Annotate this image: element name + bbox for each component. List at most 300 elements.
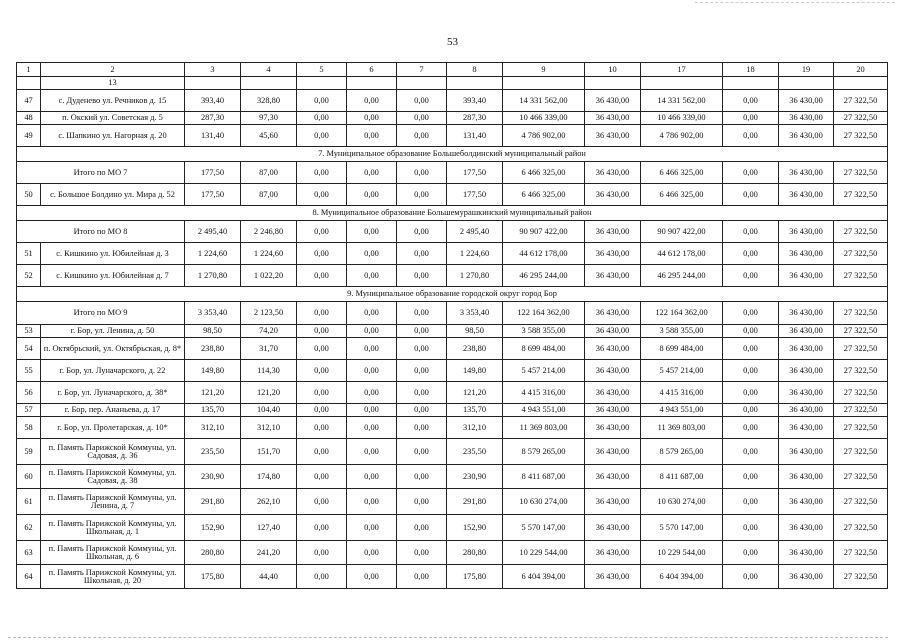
value-cell: 98,50 (447, 325, 503, 338)
value-cell: 0,00 (347, 325, 397, 338)
value-cell: 177,50 (447, 184, 503, 206)
value-cell: 87,00 (241, 184, 297, 206)
total-cell: 2 495,40 (185, 221, 241, 243)
value-cell: 230,90 (185, 465, 241, 489)
value-cell: 0,00 (723, 125, 779, 147)
value-cell: 0,00 (723, 90, 779, 112)
value-cell: 312,10 (241, 417, 297, 439)
value-cell: 280,80 (447, 541, 503, 565)
value-cell: 291,80 (447, 489, 503, 515)
value-cell: 36 430,00 (585, 382, 641, 404)
total-cell: 0,00 (397, 302, 447, 325)
value-cell: 36 430,00 (585, 439, 641, 465)
total-cell: 0,00 (297, 302, 347, 325)
address-cell: г. Бор, ул. Ленина, д. 50 (41, 325, 185, 338)
header-cell: 18 (723, 63, 779, 77)
value-cell (585, 77, 641, 90)
value-cell: 1 224,60 (241, 243, 297, 265)
total-cell: 0,00 (723, 221, 779, 243)
value-cell: 36 430,00 (585, 90, 641, 112)
value-cell: 0,00 (397, 325, 447, 338)
value-cell (641, 77, 723, 90)
value-cell: 152,90 (185, 515, 241, 541)
value-cell: 287,30 (185, 112, 241, 125)
value-cell: 0,00 (397, 465, 447, 489)
value-cell: 36 430,00 (779, 265, 834, 287)
scan-edge-bottom (8, 636, 888, 638)
total-cell: 36 430,00 (585, 162, 641, 184)
value-cell: 0,00 (723, 243, 779, 265)
value-cell: 8 411 687,00 (503, 465, 585, 489)
value-cell: 27 322,50 (834, 565, 888, 589)
table-row (17, 565, 888, 589)
row-number: 53 (17, 325, 41, 338)
total-label: Итого по МО 8 (17, 221, 185, 243)
address-cell: с. Большое Болдино ул. Мира д. 52 (41, 184, 185, 206)
address-cell: с. Кишкино ул. Юбилейная д. 7 (41, 265, 185, 287)
total-cell: 36 430,00 (585, 302, 641, 325)
total-label: Итого по МО 9 (17, 302, 185, 325)
value-cell: 4 943 551,00 (641, 404, 723, 417)
table-row (17, 265, 888, 287)
value-cell: 0,00 (297, 243, 347, 265)
value-cell: 36 430,00 (779, 417, 834, 439)
value-cell: 27 322,50 (834, 515, 888, 541)
value-cell: 27 322,50 (834, 404, 888, 417)
header-cell: 10 (585, 63, 641, 77)
table-row (17, 184, 888, 206)
header-cell: 19 (779, 63, 834, 77)
address-cell: г. Бор, пер. Ананьева, д. 17 (41, 404, 185, 417)
address-cell: г. Бор, ул. Луначарского, д. 38* (41, 382, 185, 404)
header-cell: 20 (834, 63, 888, 77)
total-cell: 2 123,50 (241, 302, 297, 325)
value-cell: 27 322,50 (834, 338, 888, 360)
row-number: 59 (17, 439, 41, 465)
value-cell: 3 588 355,00 (503, 325, 585, 338)
value-cell: 36 430,00 (779, 125, 834, 147)
value-cell: 174,80 (241, 465, 297, 489)
value-cell: 27 322,50 (834, 265, 888, 287)
value-cell: 0,00 (297, 489, 347, 515)
value-cell: 31,70 (241, 338, 297, 360)
value-cell: 0,00 (723, 360, 779, 382)
value-cell: 0,00 (347, 112, 397, 125)
value-cell: 131,40 (185, 125, 241, 147)
value-cell: 6 404 394,00 (503, 565, 585, 589)
table-row (17, 338, 888, 360)
value-cell: 8 411 687,00 (641, 465, 723, 489)
value-cell: 0,00 (397, 338, 447, 360)
row-number: 48 (17, 112, 41, 125)
value-cell: 10 229 544,00 (503, 541, 585, 565)
value-cell: 36 430,00 (779, 489, 834, 515)
value-cell: 0,00 (397, 184, 447, 206)
value-cell: 46 295 244,00 (641, 265, 723, 287)
value-cell: 27 322,50 (834, 325, 888, 338)
value-cell: 10 466 339,00 (641, 112, 723, 125)
value-cell: 0,00 (397, 360, 447, 382)
header-cell: 7 (397, 63, 447, 77)
value-cell: 241,20 (241, 541, 297, 565)
value-cell: 177,50 (185, 184, 241, 206)
row-number: 61 (17, 489, 41, 515)
value-cell: 121,20 (447, 382, 503, 404)
total-cell: 36 430,00 (779, 302, 834, 325)
total-cell: 177,50 (447, 162, 503, 184)
value-cell: 36 430,00 (585, 489, 641, 515)
value-cell: 0,00 (297, 360, 347, 382)
value-cell: 8 579 265,00 (503, 439, 585, 465)
total-cell: 2 246,80 (241, 221, 297, 243)
header-cell: 17 (641, 63, 723, 77)
value-cell: 0,00 (397, 417, 447, 439)
address-cell: 13 (41, 77, 185, 90)
value-cell: 0,00 (397, 565, 447, 589)
value-cell: 44,40 (241, 565, 297, 589)
value-cell: 27 322,50 (834, 112, 888, 125)
value-cell: 36 430,00 (779, 112, 834, 125)
value-cell: 287,30 (447, 112, 503, 125)
data-table (16, 62, 888, 589)
header-cell: 9 (503, 63, 585, 77)
address-cell: с. Дуденево ул. Речников д. 15 (41, 90, 185, 112)
header-row (17, 63, 888, 77)
address-cell: г. Бор, ул. Луначарского, д. 22 (41, 360, 185, 382)
row-number: 51 (17, 243, 41, 265)
total-cell: 90 907 422,00 (503, 221, 585, 243)
value-cell (723, 77, 779, 90)
value-cell: 0,00 (297, 541, 347, 565)
value-cell: 0,00 (347, 465, 397, 489)
value-cell: 135,70 (447, 404, 503, 417)
value-cell: 312,10 (185, 417, 241, 439)
value-cell: 36 430,00 (585, 338, 641, 360)
total-cell: 6 466 325,00 (503, 162, 585, 184)
value-cell: 4 415 316,00 (641, 382, 723, 404)
table-row (17, 465, 888, 489)
value-cell: 36 430,00 (585, 417, 641, 439)
total-cell: 87,00 (241, 162, 297, 184)
address-cell: п. Память Парижской Коммуны, ул. Ленина, д. 7 (41, 489, 185, 515)
value-cell: 127,40 (241, 515, 297, 541)
total-cell: 0,00 (397, 221, 447, 243)
value-cell (447, 77, 503, 90)
value-cell: 175,80 (185, 565, 241, 589)
table-row (17, 243, 888, 265)
value-cell: 0,00 (297, 125, 347, 147)
value-cell: 151,70 (241, 439, 297, 465)
section-row (17, 206, 888, 221)
value-cell: 8 699 484,00 (641, 338, 723, 360)
row-number: 47 (17, 90, 41, 112)
value-cell: 0,00 (347, 382, 397, 404)
value-cell: 27 322,50 (834, 243, 888, 265)
value-cell: 0,00 (723, 382, 779, 404)
row-number: 64 (17, 565, 41, 589)
header-cell: 2 (41, 63, 185, 77)
value-cell: 0,00 (723, 465, 779, 489)
table-row (17, 125, 888, 147)
value-cell: 0,00 (397, 515, 447, 541)
value-cell: 0,00 (397, 489, 447, 515)
value-cell: 0,00 (723, 404, 779, 417)
value-cell: 0,00 (723, 541, 779, 565)
value-cell: 393,40 (447, 90, 503, 112)
table-row (17, 112, 888, 125)
value-cell: 36 430,00 (779, 515, 834, 541)
header-cell: 6 (347, 63, 397, 77)
value-cell (347, 77, 397, 90)
table-row (17, 439, 888, 465)
value-cell: 27 322,50 (834, 125, 888, 147)
value-cell: 4 943 551,00 (503, 404, 585, 417)
value-cell: 135,70 (185, 404, 241, 417)
total-cell: 122 164 362,00 (641, 302, 723, 325)
total-cell: 90 907 422,00 (641, 221, 723, 243)
total-cell: 0,00 (297, 221, 347, 243)
value-cell: 27 322,50 (834, 465, 888, 489)
value-cell: 121,20 (185, 382, 241, 404)
value-cell: 36 430,00 (779, 243, 834, 265)
value-cell: 36 430,00 (779, 382, 834, 404)
value-cell: 36 430,00 (779, 465, 834, 489)
total-cell: 36 430,00 (779, 221, 834, 243)
value-cell: 36 430,00 (585, 125, 641, 147)
value-cell: 0,00 (347, 338, 397, 360)
total-cell: 3 353,40 (185, 302, 241, 325)
value-cell: 0,00 (297, 404, 347, 417)
table-row (17, 360, 888, 382)
value-cell: 36 430,00 (585, 243, 641, 265)
value-cell: 4 786 902,00 (641, 125, 723, 147)
value-cell: 0,00 (397, 541, 447, 565)
row-number: 55 (17, 360, 41, 382)
row-number: 52 (17, 265, 41, 287)
value-cell: 0,00 (347, 125, 397, 147)
address-cell: п. Память Парижской Коммуны, ул. Садовая, д. 38 (41, 465, 185, 489)
address-cell: п. Память Парижской Коммуны, ул. Школьная, д. 6 (41, 541, 185, 565)
value-cell: 45,60 (241, 125, 297, 147)
row-number (17, 77, 41, 90)
value-cell: 36 430,00 (585, 404, 641, 417)
value-cell: 44 612 178,00 (641, 243, 723, 265)
value-cell: 36 430,00 (585, 515, 641, 541)
value-cell: 5 457 214,00 (641, 360, 723, 382)
header-cell: 8 (447, 63, 503, 77)
value-cell: 0,00 (723, 112, 779, 125)
row-number: 50 (17, 184, 41, 206)
value-cell: 238,80 (447, 338, 503, 360)
value-cell: 0,00 (347, 541, 397, 565)
value-cell: 1 270,80 (185, 265, 241, 287)
value-cell: 10 466 339,00 (503, 112, 585, 125)
total-cell: 6 466 325,00 (641, 162, 723, 184)
value-cell: 36 430,00 (779, 565, 834, 589)
value-cell: 0,00 (297, 338, 347, 360)
total-row (17, 162, 888, 184)
table-row (17, 325, 888, 338)
value-cell: 262,10 (241, 489, 297, 515)
value-cell: 131,40 (447, 125, 503, 147)
section-row (17, 287, 888, 302)
total-cell: 0,00 (723, 302, 779, 325)
value-cell: 36 430,00 (585, 360, 641, 382)
scan-edge-top (695, 2, 895, 4)
value-cell: 312,10 (447, 417, 503, 439)
value-cell: 27 322,50 (834, 489, 888, 515)
table-row (17, 515, 888, 541)
value-cell (185, 77, 241, 90)
total-cell: 27 322,50 (834, 302, 888, 325)
total-cell: 122 164 362,00 (503, 302, 585, 325)
value-cell: 1 270,80 (447, 265, 503, 287)
value-cell: 0,00 (723, 417, 779, 439)
row-number: 49 (17, 125, 41, 147)
value-cell (241, 77, 297, 90)
value-cell: 46 295 244,00 (503, 265, 585, 287)
total-cell: 0,00 (347, 302, 397, 325)
value-cell: 0,00 (397, 90, 447, 112)
value-cell (503, 77, 585, 90)
row-number: 60 (17, 465, 41, 489)
value-cell: 36 430,00 (585, 565, 641, 589)
value-cell: 8 579 265,00 (641, 439, 723, 465)
value-cell: 36 430,00 (779, 541, 834, 565)
total-cell: 27 322,50 (834, 162, 888, 184)
value-cell: 27 322,50 (834, 90, 888, 112)
value-cell: 36 430,00 (585, 465, 641, 489)
value-cell (297, 77, 347, 90)
value-cell: 0,00 (397, 125, 447, 147)
address-cell: г. Бор, ул. Пролетарская, д. 10* (41, 417, 185, 439)
value-cell: 27 322,50 (834, 541, 888, 565)
value-cell: 175,80 (447, 565, 503, 589)
value-cell: 0,00 (723, 325, 779, 338)
total-cell: 177,50 (185, 162, 241, 184)
value-cell: 14 331 562,00 (641, 90, 723, 112)
table-row (17, 541, 888, 565)
value-cell: 0,00 (347, 243, 397, 265)
value-cell: 0,00 (347, 90, 397, 112)
value-cell: 0,00 (347, 417, 397, 439)
value-cell: 14 331 562,00 (503, 90, 585, 112)
row-number: 54 (17, 338, 41, 360)
value-cell: 27 322,50 (834, 417, 888, 439)
value-cell: 36 430,00 (585, 325, 641, 338)
value-cell: 97,30 (241, 112, 297, 125)
value-cell: 10 630 274,00 (641, 489, 723, 515)
value-cell (397, 77, 447, 90)
value-cell: 6 466 325,00 (503, 184, 585, 206)
value-cell: 44 612 178,00 (503, 243, 585, 265)
page-number: 53 (447, 36, 458, 48)
value-cell: 0,00 (723, 338, 779, 360)
value-cell: 0,00 (347, 439, 397, 465)
value-cell: 8 699 484,00 (503, 338, 585, 360)
value-cell: 0,00 (297, 184, 347, 206)
address-cell: п. Окский ул. Советская д. 5 (41, 112, 185, 125)
total-cell: 2 495,40 (447, 221, 503, 243)
total-row (17, 302, 888, 325)
total-cell: 0,00 (347, 162, 397, 184)
value-cell: 27 322,50 (834, 382, 888, 404)
value-cell: 4 786 902,00 (503, 125, 585, 147)
value-cell: 1 224,60 (447, 243, 503, 265)
value-cell: 0,00 (723, 565, 779, 589)
value-cell: 10 229 544,00 (641, 541, 723, 565)
value-cell: 0,00 (723, 489, 779, 515)
value-cell: 0,00 (297, 112, 347, 125)
value-cell: 0,00 (397, 265, 447, 287)
table-row (17, 489, 888, 515)
value-cell: 11 369 803,00 (641, 417, 723, 439)
value-cell: 0,00 (397, 382, 447, 404)
value-cell: 1 224,60 (185, 243, 241, 265)
value-cell: 74,20 (241, 325, 297, 338)
value-cell: 328,80 (241, 90, 297, 112)
total-row (17, 221, 888, 243)
address-cell: п. Память Парижской Коммуны, ул. Школьная, д. 20 (41, 565, 185, 589)
header-cell: 1 (17, 63, 41, 77)
value-cell: 280,80 (185, 541, 241, 565)
value-cell: 5 457 214,00 (503, 360, 585, 382)
value-cell: 0,00 (723, 439, 779, 465)
value-cell: 238,80 (185, 338, 241, 360)
value-cell: 0,00 (347, 184, 397, 206)
value-cell: 230,90 (447, 465, 503, 489)
address-cell: п. Память Парижской Коммуны, ул. Школьная, д. 1 (41, 515, 185, 541)
value-cell: 0,00 (297, 265, 347, 287)
value-cell: 393,40 (185, 90, 241, 112)
value-cell: 0,00 (397, 112, 447, 125)
value-cell: 0,00 (297, 465, 347, 489)
value-cell: 36 430,00 (585, 184, 641, 206)
section-title: 8. Муниципальное образование Большемурашкинский муниципальный район (17, 206, 888, 221)
total-cell: 36 430,00 (779, 162, 834, 184)
value-cell: 36 430,00 (779, 90, 834, 112)
value-cell: 0,00 (347, 404, 397, 417)
table-row (17, 382, 888, 404)
total-label: Итого по МО 7 (17, 162, 185, 184)
total-cell: 3 353,40 (447, 302, 503, 325)
row-number: 58 (17, 417, 41, 439)
section-row (17, 147, 888, 162)
value-cell: 36 430,00 (779, 404, 834, 417)
value-cell: 235,50 (185, 439, 241, 465)
address-cell: с. Кишкино ул. Юбилейная д. 3 (41, 243, 185, 265)
header-cell: 3 (185, 63, 241, 77)
value-cell (834, 77, 888, 90)
value-cell: 36 430,00 (779, 439, 834, 465)
table-row (17, 77, 888, 90)
value-cell: 0,00 (347, 265, 397, 287)
value-cell: 152,90 (447, 515, 503, 541)
value-cell: 10 630 274,00 (503, 489, 585, 515)
value-cell: 0,00 (723, 515, 779, 541)
value-cell: 149,80 (447, 360, 503, 382)
value-cell: 11 369 803,00 (503, 417, 585, 439)
table-body (17, 63, 888, 589)
address-cell: п. Память Парижской Коммуны, ул. Садовая, д. 36 (41, 439, 185, 465)
value-cell: 6 404 394,00 (641, 565, 723, 589)
value-cell: 0,00 (347, 515, 397, 541)
value-cell: 0,00 (297, 515, 347, 541)
value-cell: 149,80 (185, 360, 241, 382)
value-cell: 36 430,00 (585, 541, 641, 565)
table-row (17, 404, 888, 417)
value-cell: 36 430,00 (779, 360, 834, 382)
